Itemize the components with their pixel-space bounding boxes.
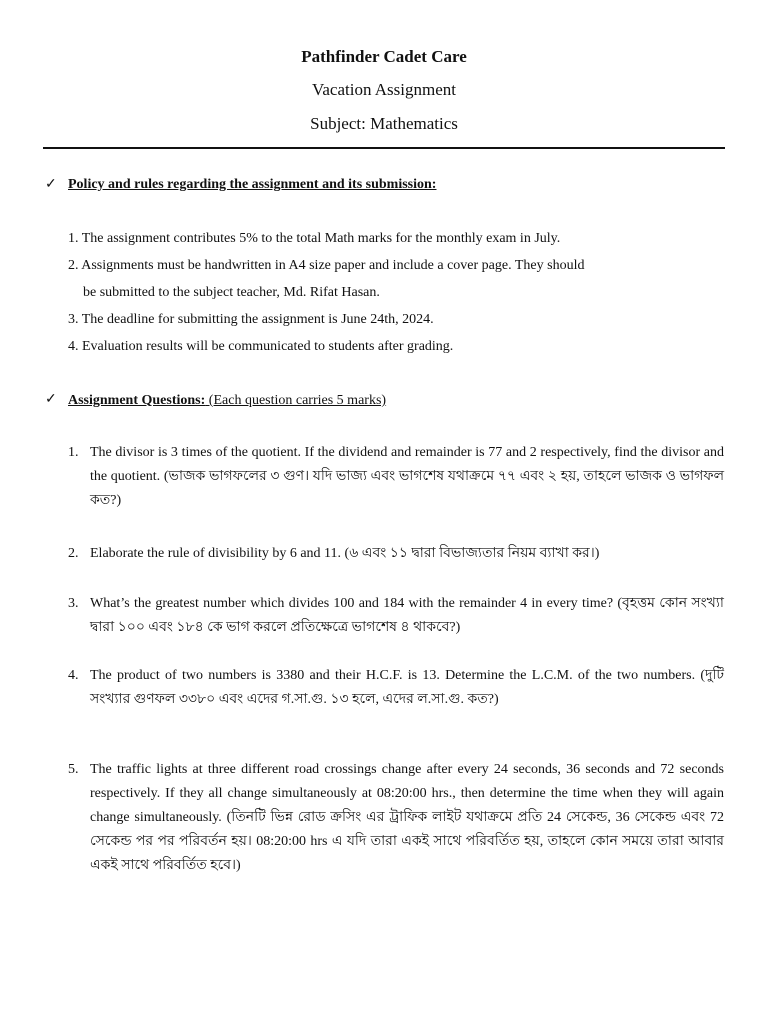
question-number: 2. bbox=[68, 546, 79, 561]
policy-item-1: 1. The assignment contributes 5% to the total Math marks for the monthly exam in July. bbox=[68, 231, 561, 246]
question-number: 5. bbox=[68, 762, 79, 777]
questions-heading-bold: Assignment Questions: bbox=[68, 393, 206, 408]
subject-line: Subject: Mathematics bbox=[310, 114, 458, 133]
question-text: What’s the greatest number which divides 100 and 184 with the remainder 4 in every time? (বৃহত্তম কোন সংখ্যা দ্বারা ১০০ এবং ১৮৪ কে ভাগ করলে প্রতিক্ষেত্রে ভাগশেষ ৪ থাকবে?) bbox=[90, 596, 724, 635]
policy-item-4: 4. Evaluation results will be communicated to students after grading. bbox=[68, 339, 454, 354]
question-text: The product of two numbers is 3380 and their H.C.F. is 13. Determine the L.C.M. of the two numbers. (দুটি সংখ্যার গুণফল ৩৩৮০ এবং এদের গ.সা.গু. ১৩ হলে, এদের ল.সা.গু. কত?) bbox=[90, 668, 724, 707]
policy-item-2-cont: be submitted to the subject teacher, Md. Rifat Hasan. bbox=[83, 285, 380, 300]
checkmark-icon: ✓ bbox=[45, 177, 57, 192]
questions-heading bbox=[68, 393, 386, 409]
question-text: The traffic lights at three different road crossings change after every 24 seconds, 36 seconds and 72 seconds respectively. If they all change simultaneously at 08:20:00 hrs., then determine the time when they will again change simultaneously. (তিনটি ভিন্ন রোড ক্রসিং এর ট্রাফিক লাইট যথাক্রমে প্রতি 24 সেকেন্ড, 36 সেকেন্ড এবং 72 সেকেন্ড পর পর পরিবর্তন হয়। 08:20:00 hrs এ যদি তারা একই সাথে পরিবর্তিত হয়, তাহলে কোন সময়ে তারা আবার একই সাথে পরিবর্তিত হবে।) bbox=[90, 762, 724, 873]
policy-item-3: 3. The deadline for submitting the assignment is June 24th, 2024. bbox=[68, 312, 434, 327]
org-name: Pathfinder Cadet Care bbox=[301, 47, 467, 66]
question-number: 1. bbox=[68, 445, 79, 460]
policy-heading-text: Policy and rules regarding the assignment and its submission: bbox=[68, 177, 437, 192]
policy-item-2: 2. Assignments must be handwritten in A4 size paper and include a cover page. They should bbox=[68, 258, 585, 273]
question-text: The divisor is 3 times of the quotient. If the dividend and remainder is 77 and 2 respectively, find the divisor and the quotient. (ভাজক ভাগফলের ৩ গুণ। যদি ভাজ্য এবং ভাগশেষ যথাক্রমে ৭৭ এবং ২ হয়, তাহলে ভাজক ও ভাগফল কত?) bbox=[90, 445, 724, 508]
policy-heading bbox=[68, 177, 436, 193]
assignment-title: Vacation Assignment bbox=[311, 80, 456, 99]
header-divider bbox=[43, 147, 725, 149]
question-number: 4. bbox=[68, 668, 79, 683]
question-number: 3. bbox=[68, 596, 79, 611]
checkmark-icon: ✓ bbox=[45, 392, 57, 407]
questions-heading-note: (Each question carries 5 marks) bbox=[205, 393, 387, 408]
question-text: Elaborate the rule of divisibility by 6 and 11. (৬ এবং ১১ দ্বারা বিভাজ্যতার নিয়ম ব্যাখা কর।) bbox=[90, 546, 600, 561]
